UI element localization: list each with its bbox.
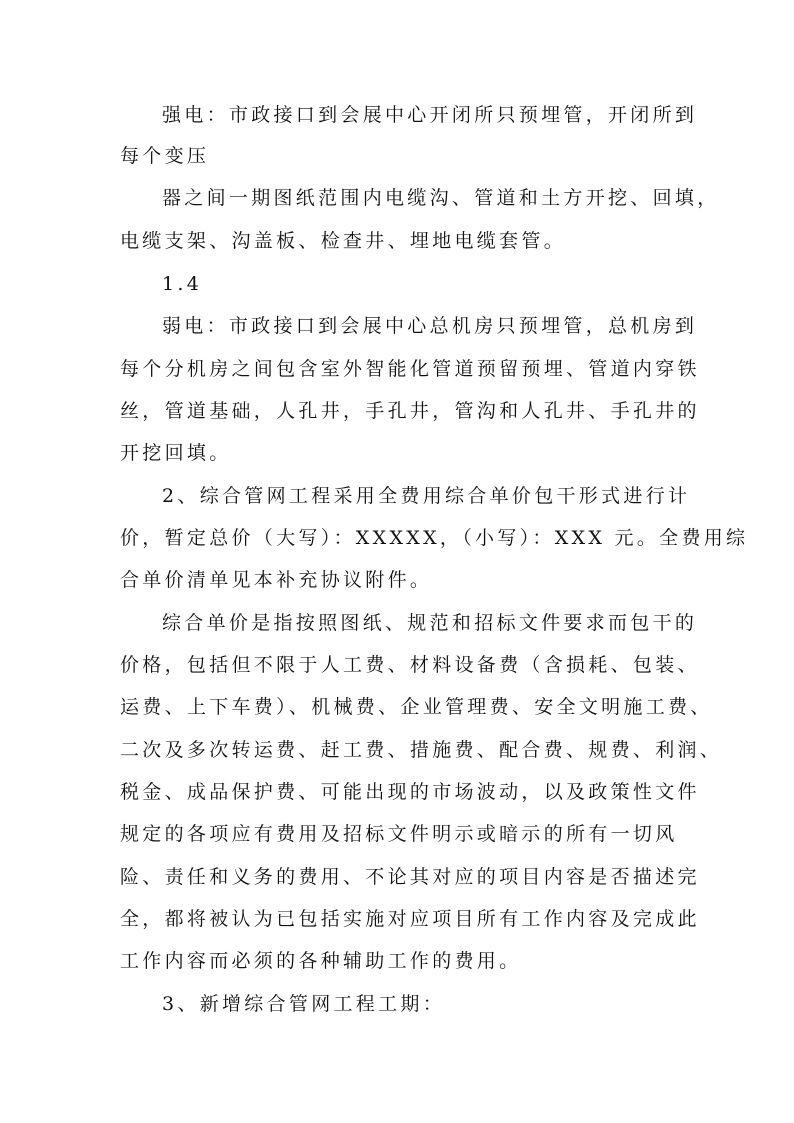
paragraph-unit-price-line-8: 全，都将被认为已包括实施对应项目所有工作内容及完成此	[120, 908, 700, 930]
paragraph-unit-price-line-4: 二次及多次转运费、赶工费、措施费、配合费、规费、利润、	[120, 739, 723, 761]
paragraph-pricing-line-1: 2、综合管网工程采用全费用综合单价包干形式进行计	[162, 485, 691, 507]
paragraph-strong-current-line-1: 强电：市政接口到会展中心开闭所只预埋管，开闭所到	[162, 104, 698, 126]
paragraph-pricing-line-3: 合单价清单见本补充协议附件。	[120, 569, 433, 591]
paragraph-unit-price-line-7: 险、责任和义务的费用、不论其对应的项目内容是否描述完	[120, 866, 700, 888]
paragraph-pricing-line-2: 价，暂定总价（大写）：XXXXX，（小写）：XXX 元。全费用综	[120, 527, 749, 549]
paragraph-weak-current-line-1: 弱电：市政接口到会展中心总机房只预埋管，总机房到	[162, 315, 698, 337]
paragraph-weak-current-line-2: 每个分机房之间包含室外智能化管道预留预埋、管道内穿铁	[120, 358, 700, 380]
paragraph-schedule-heading: 3、新增综合管网工程工期：	[162, 993, 445, 1015]
paragraph-unit-price-line-6: 规定的各项应有费用及招标文件明示或暗示的所有一切风	[120, 823, 678, 845]
paragraph-strong-current-line-3: 器之间一期图纸范围内电缆沟、管道和土方开挖、回填，	[162, 187, 720, 209]
section-number: 1.4	[162, 273, 203, 295]
paragraph-unit-price-line-5: 税金、成品保护费、可能出现的市场波动，以及政策性文件	[120, 781, 700, 803]
paragraph-unit-price-line-3: 运费、上下车费）、机械费、企业管理费、安全文明施工费、	[120, 696, 713, 718]
paragraph-unit-price-line-9: 工作内容而必须的各种辅助工作的费用。	[120, 950, 522, 972]
paragraph-unit-price-line-2: 价格，包括但不限于人工费、材料设备费（含损耗、包装、	[120, 654, 700, 676]
paragraph-strong-current-line-2: 每个变压	[120, 145, 210, 167]
paragraph-weak-current-line-3: 丝，管道基础，人孔井，手孔井，管沟和人孔井、手孔井的	[120, 400, 700, 422]
paragraph-strong-current-line-4: 电缆支架、沟盖板、检查井、埋地电缆套管。	[120, 230, 567, 252]
paragraph-weak-current-line-4: 开挖回填。	[120, 442, 232, 464]
paragraph-unit-price-line-1: 综合单价是指按照图纸、规范和招标文件要求而包干的	[162, 612, 698, 634]
